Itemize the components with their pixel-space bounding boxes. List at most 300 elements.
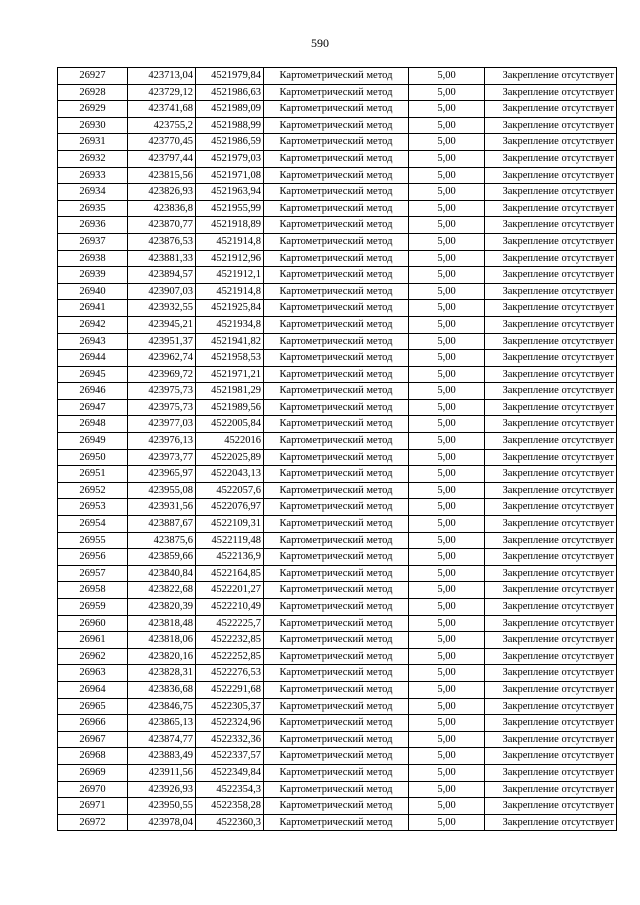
fixation-cell: Закрепление отсутствует <box>485 715 617 732</box>
y-coordinate-cell: 4521979,03 <box>196 150 264 167</box>
table-row <box>58 101 617 118</box>
error-value-cell: 5,00 <box>409 350 485 367</box>
error-value-cell: 5,00 <box>409 698 485 715</box>
table-row <box>58 599 617 616</box>
table-row <box>58 532 617 549</box>
fixation-cell: Закрепление отсутствует <box>485 698 617 715</box>
y-coordinate-cell: 4521986,63 <box>196 84 264 101</box>
fixation-cell: Закрепление отсутствует <box>485 184 617 201</box>
x-coordinate-cell: 423875,6 <box>128 532 196 549</box>
table-row <box>58 350 617 367</box>
error-value-cell: 5,00 <box>409 814 485 831</box>
y-coordinate-cell: 4521989,09 <box>196 101 264 118</box>
point-number-cell: 26967 <box>58 731 128 748</box>
point-number-cell: 26960 <box>58 615 128 632</box>
point-number-cell: 26958 <box>58 582 128 599</box>
method-cell: Картометрический метод <box>264 648 409 665</box>
fixation-cell: Закрепление отсутствует <box>485 416 617 433</box>
error-value-cell: 5,00 <box>409 117 485 134</box>
x-coordinate-cell: 423932,55 <box>128 300 196 317</box>
method-cell: Картометрический метод <box>264 764 409 781</box>
table-row <box>58 632 617 649</box>
x-coordinate-cell: 423978,04 <box>128 814 196 831</box>
table-row <box>58 68 617 85</box>
fixation-cell: Закрепление отсутствует <box>485 582 617 599</box>
fixation-cell: Закрепление отсутствует <box>485 814 617 831</box>
method-cell: Картометрический метод <box>264 698 409 715</box>
error-value-cell: 5,00 <box>409 250 485 267</box>
error-value-cell: 5,00 <box>409 632 485 649</box>
x-coordinate-cell: 423962,74 <box>128 350 196 367</box>
method-cell: Картометрический метод <box>264 665 409 682</box>
x-coordinate-cell: 423894,57 <box>128 267 196 284</box>
error-value-cell: 5,00 <box>409 681 485 698</box>
x-coordinate-cell: 423797,44 <box>128 150 196 167</box>
method-cell: Картометрический метод <box>264 68 409 85</box>
point-number-cell: 26963 <box>58 665 128 682</box>
point-number-cell: 26953 <box>58 499 128 516</box>
fixation-cell: Закрепление отсутствует <box>485 383 617 400</box>
fixation-cell: Закрепление отсутствует <box>485 366 617 383</box>
fixation-cell: Закрепление отсутствует <box>485 101 617 118</box>
fixation-cell: Закрепление отсутствует <box>485 200 617 217</box>
fixation-cell: Закрепление отсутствует <box>485 84 617 101</box>
x-coordinate-cell: 423820,16 <box>128 648 196 665</box>
y-coordinate-cell: 4521955,99 <box>196 200 264 217</box>
x-coordinate-cell: 423975,73 <box>128 399 196 416</box>
x-coordinate-cell: 423911,56 <box>128 764 196 781</box>
y-coordinate-cell: 4522109,31 <box>196 516 264 533</box>
point-number-cell: 26965 <box>58 698 128 715</box>
x-coordinate-cell: 423770,45 <box>128 134 196 151</box>
method-cell: Картометрический метод <box>264 582 409 599</box>
x-coordinate-cell: 423874,77 <box>128 731 196 748</box>
method-cell: Картометрический метод <box>264 565 409 582</box>
table-row <box>58 433 617 450</box>
method-cell: Картометрический метод <box>264 217 409 234</box>
fixation-cell: Закрепление отсутствует <box>485 68 617 85</box>
error-value-cell: 5,00 <box>409 399 485 416</box>
y-coordinate-cell: 4521981,29 <box>196 383 264 400</box>
fixation-cell: Закрепление отсутствует <box>485 167 617 184</box>
y-coordinate-cell: 4521914,8 <box>196 233 264 250</box>
method-cell: Картометрический метод <box>264 101 409 118</box>
y-coordinate-cell: 4521912,96 <box>196 250 264 267</box>
fixation-cell: Закрепление отсутствует <box>485 433 617 450</box>
y-coordinate-cell: 4522225,7 <box>196 615 264 632</box>
x-coordinate-cell: 423945,21 <box>128 316 196 333</box>
table-row <box>58 267 617 284</box>
method-cell: Картометрический метод <box>264 167 409 184</box>
y-coordinate-cell: 4522025,89 <box>196 449 264 466</box>
error-value-cell: 5,00 <box>409 167 485 184</box>
point-number-cell: 26939 <box>58 267 128 284</box>
point-number-cell: 26932 <box>58 150 128 167</box>
point-number-cell: 26945 <box>58 366 128 383</box>
x-coordinate-cell: 423836,8 <box>128 200 196 217</box>
method-cell: Картометрический метод <box>264 499 409 516</box>
point-number-cell: 26972 <box>58 814 128 831</box>
error-value-cell: 5,00 <box>409 482 485 499</box>
error-value-cell: 5,00 <box>409 84 485 101</box>
method-cell: Картометрический метод <box>264 184 409 201</box>
table-row <box>58 781 617 798</box>
table-row <box>58 449 617 466</box>
fixation-cell: Закрепление отсутствует <box>485 798 617 815</box>
point-number-cell: 26936 <box>58 217 128 234</box>
fixation-cell: Закрепление отсутствует <box>485 449 617 466</box>
y-coordinate-cell: 4522324,96 <box>196 715 264 732</box>
point-number-cell: 26935 <box>58 200 128 217</box>
error-value-cell: 5,00 <box>409 150 485 167</box>
point-number-cell: 26954 <box>58 516 128 533</box>
method-cell: Картометрический метод <box>264 399 409 416</box>
table-row <box>58 383 617 400</box>
table-row <box>58 466 617 483</box>
point-number-cell: 26971 <box>58 798 128 815</box>
table-row <box>58 549 617 566</box>
point-number-cell: 26942 <box>58 316 128 333</box>
point-number-cell: 26938 <box>58 250 128 267</box>
x-coordinate-cell: 423973,77 <box>128 449 196 466</box>
fixation-cell: Закрепление отсутствует <box>485 300 617 317</box>
fixation-cell: Закрепление отсутствует <box>485 748 617 765</box>
table-row <box>58 399 617 416</box>
x-coordinate-cell: 423820,39 <box>128 599 196 616</box>
point-number-cell: 26957 <box>58 565 128 582</box>
method-cell: Картометрический метод <box>264 84 409 101</box>
point-number-cell: 26969 <box>58 764 128 781</box>
y-coordinate-cell: 4521934,8 <box>196 316 264 333</box>
error-value-cell: 5,00 <box>409 233 485 250</box>
x-coordinate-cell: 423976,13 <box>128 433 196 450</box>
error-value-cell: 5,00 <box>409 416 485 433</box>
fixation-cell: Закрепление отсутствует <box>485 482 617 499</box>
point-number-cell: 26930 <box>58 117 128 134</box>
error-value-cell: 5,00 <box>409 333 485 350</box>
table-row <box>58 715 617 732</box>
method-cell: Картометрический метод <box>264 615 409 632</box>
method-cell: Картометрический метод <box>264 250 409 267</box>
error-value-cell: 5,00 <box>409 532 485 549</box>
fixation-cell: Закрепление отсутствует <box>485 681 617 698</box>
y-coordinate-cell: 4522210,49 <box>196 599 264 616</box>
fixation-cell: Закрепление отсутствует <box>485 267 617 284</box>
point-number-cell: 26937 <box>58 233 128 250</box>
x-coordinate-cell: 423951,37 <box>128 333 196 350</box>
method-cell: Картометрический метод <box>264 731 409 748</box>
error-value-cell: 5,00 <box>409 615 485 632</box>
table-row <box>58 482 617 499</box>
error-value-cell: 5,00 <box>409 449 485 466</box>
y-coordinate-cell: 4522358,28 <box>196 798 264 815</box>
point-number-cell: 26961 <box>58 632 128 649</box>
point-number-cell: 26950 <box>58 449 128 466</box>
table-row <box>58 731 617 748</box>
method-cell: Картометрический метод <box>264 283 409 300</box>
y-coordinate-cell: 4522043,13 <box>196 466 264 483</box>
x-coordinate-cell: 423859,66 <box>128 549 196 566</box>
y-coordinate-cell: 4522337,57 <box>196 748 264 765</box>
fixation-cell: Закрепление отсутствует <box>485 731 617 748</box>
method-cell: Картометрический метод <box>264 599 409 616</box>
method-cell: Картометрический метод <box>264 814 409 831</box>
error-value-cell: 5,00 <box>409 200 485 217</box>
x-coordinate-cell: 423876,53 <box>128 233 196 250</box>
x-coordinate-cell: 423883,49 <box>128 748 196 765</box>
point-number-cell: 26940 <box>58 283 128 300</box>
x-coordinate-cell: 423955,08 <box>128 482 196 499</box>
error-value-cell: 5,00 <box>409 433 485 450</box>
y-coordinate-cell: 4521971,21 <box>196 366 264 383</box>
error-value-cell: 5,00 <box>409 764 485 781</box>
fixation-cell: Закрепление отсутствует <box>485 615 617 632</box>
table-row <box>58 200 617 217</box>
point-number-cell: 26944 <box>58 350 128 367</box>
fixation-cell: Закрепление отсутствует <box>485 764 617 781</box>
method-cell: Картометрический метод <box>264 316 409 333</box>
y-coordinate-cell: 4522076,97 <box>196 499 264 516</box>
x-coordinate-cell: 423887,67 <box>128 516 196 533</box>
table-row <box>58 233 617 250</box>
x-coordinate-cell: 423926,93 <box>128 781 196 798</box>
fixation-cell: Закрепление отсутствует <box>485 565 617 582</box>
y-coordinate-cell: 4522201,27 <box>196 582 264 599</box>
error-value-cell: 5,00 <box>409 499 485 516</box>
fixation-cell: Закрепление отсутствует <box>485 549 617 566</box>
fixation-cell: Закрепление отсутствует <box>485 781 617 798</box>
error-value-cell: 5,00 <box>409 68 485 85</box>
x-coordinate-cell: 423907,03 <box>128 283 196 300</box>
method-cell: Картометрический метод <box>264 366 409 383</box>
x-coordinate-cell: 423977,03 <box>128 416 196 433</box>
fixation-cell: Закрепление отсутствует <box>485 466 617 483</box>
error-value-cell: 5,00 <box>409 748 485 765</box>
y-coordinate-cell: 4521941,82 <box>196 333 264 350</box>
method-cell: Картометрический метод <box>264 333 409 350</box>
y-coordinate-cell: 4521963,94 <box>196 184 264 201</box>
error-value-cell: 5,00 <box>409 316 485 333</box>
x-coordinate-cell: 423818,48 <box>128 615 196 632</box>
point-number-cell: 26947 <box>58 399 128 416</box>
x-coordinate-cell: 423969,72 <box>128 366 196 383</box>
method-cell: Картометрический метод <box>264 150 409 167</box>
x-coordinate-cell: 423755,2 <box>128 117 196 134</box>
error-value-cell: 5,00 <box>409 300 485 317</box>
method-cell: Картометрический метод <box>264 482 409 499</box>
point-number-cell: 26968 <box>58 748 128 765</box>
error-value-cell: 5,00 <box>409 731 485 748</box>
table-row <box>58 316 617 333</box>
error-value-cell: 5,00 <box>409 184 485 201</box>
table-row <box>58 184 617 201</box>
point-number-cell: 26948 <box>58 416 128 433</box>
table-row <box>58 648 617 665</box>
table-row <box>58 283 617 300</box>
point-number-cell: 26943 <box>58 333 128 350</box>
y-coordinate-cell: 4522360,3 <box>196 814 264 831</box>
y-coordinate-cell: 4522276,53 <box>196 665 264 682</box>
error-value-cell: 5,00 <box>409 466 485 483</box>
error-value-cell: 5,00 <box>409 283 485 300</box>
point-number-cell: 26959 <box>58 599 128 616</box>
x-coordinate-cell: 423840,84 <box>128 565 196 582</box>
table-row <box>58 300 617 317</box>
y-coordinate-cell: 4522232,85 <box>196 632 264 649</box>
y-coordinate-cell: 4522136,9 <box>196 549 264 566</box>
table-row <box>58 117 617 134</box>
table-row <box>58 150 617 167</box>
fixation-cell: Закрепление отсутствует <box>485 150 617 167</box>
x-coordinate-cell: 423870,77 <box>128 217 196 234</box>
point-number-cell: 26970 <box>58 781 128 798</box>
x-coordinate-cell: 423818,06 <box>128 632 196 649</box>
method-cell: Картометрический метод <box>264 632 409 649</box>
fixation-cell: Закрепление отсутствует <box>485 283 617 300</box>
point-number-cell: 26929 <box>58 101 128 118</box>
x-coordinate-cell: 423713,04 <box>128 68 196 85</box>
x-coordinate-cell: 423826,93 <box>128 184 196 201</box>
point-number-cell: 26934 <box>58 184 128 201</box>
y-coordinate-cell: 4521971,08 <box>196 167 264 184</box>
x-coordinate-cell: 423815,56 <box>128 167 196 184</box>
error-value-cell: 5,00 <box>409 383 485 400</box>
table-row <box>58 416 617 433</box>
method-cell: Картометрический метод <box>264 681 409 698</box>
method-cell: Картометрический метод <box>264 516 409 533</box>
error-value-cell: 5,00 <box>409 715 485 732</box>
method-cell: Картометрический метод <box>264 715 409 732</box>
method-cell: Картометрический метод <box>264 433 409 450</box>
y-coordinate-cell: 4522164,85 <box>196 565 264 582</box>
point-number-cell: 26955 <box>58 532 128 549</box>
error-value-cell: 5,00 <box>409 516 485 533</box>
fixation-cell: Закрепление отсутствует <box>485 217 617 234</box>
fixation-cell: Закрепление отсутствует <box>485 316 617 333</box>
table-row <box>58 764 617 781</box>
error-value-cell: 5,00 <box>409 134 485 151</box>
method-cell: Картометрический метод <box>264 117 409 134</box>
error-value-cell: 5,00 <box>409 582 485 599</box>
fixation-cell: Закрепление отсутствует <box>485 499 617 516</box>
y-coordinate-cell: 4521925,84 <box>196 300 264 317</box>
x-coordinate-cell: 423828,31 <box>128 665 196 682</box>
y-coordinate-cell: 4521979,84 <box>196 68 264 85</box>
error-value-cell: 5,00 <box>409 599 485 616</box>
fixation-cell: Закрепление отсутствует <box>485 632 617 649</box>
error-value-cell: 5,00 <box>409 781 485 798</box>
y-coordinate-cell: 4522305,37 <box>196 698 264 715</box>
y-coordinate-cell: 4521918,89 <box>196 217 264 234</box>
error-value-cell: 5,00 <box>409 217 485 234</box>
method-cell: Картометрический метод <box>264 416 409 433</box>
y-coordinate-cell: 4522354,3 <box>196 781 264 798</box>
x-coordinate-cell: 423729,12 <box>128 84 196 101</box>
table-row <box>58 748 617 765</box>
x-coordinate-cell: 423741,68 <box>128 101 196 118</box>
table-row <box>58 681 617 698</box>
fixation-cell: Закрепление отсутствует <box>485 532 617 549</box>
x-coordinate-cell: 423965,97 <box>128 466 196 483</box>
method-cell: Картометрический метод <box>264 798 409 815</box>
error-value-cell: 5,00 <box>409 101 485 118</box>
table-row <box>58 516 617 533</box>
table-body <box>58 68 617 831</box>
method-cell: Картометрический метод <box>264 549 409 566</box>
fixation-cell: Закрепление отсутствует <box>485 117 617 134</box>
point-number-cell: 26941 <box>58 300 128 317</box>
fixation-cell: Закрепление отсутствует <box>485 599 617 616</box>
fixation-cell: Закрепление отсутствует <box>485 134 617 151</box>
point-number-cell: 26962 <box>58 648 128 665</box>
x-coordinate-cell: 423881,33 <box>128 250 196 267</box>
point-number-cell: 26927 <box>58 68 128 85</box>
error-value-cell: 5,00 <box>409 665 485 682</box>
table-row <box>58 698 617 715</box>
y-coordinate-cell: 4522119,48 <box>196 532 264 549</box>
x-coordinate-cell: 423822,68 <box>128 582 196 599</box>
error-value-cell: 5,00 <box>409 366 485 383</box>
table-row <box>58 250 617 267</box>
y-coordinate-cell: 4521912,1 <box>196 267 264 284</box>
method-cell: Картометрический метод <box>264 350 409 367</box>
fixation-cell: Закрепление отсутствует <box>485 665 617 682</box>
table-row <box>58 814 617 831</box>
point-number-cell: 26966 <box>58 715 128 732</box>
table-row <box>58 565 617 582</box>
point-number-cell: 26933 <box>58 167 128 184</box>
y-coordinate-cell: 4522349,84 <box>196 764 264 781</box>
method-cell: Картометрический метод <box>264 233 409 250</box>
error-value-cell: 5,00 <box>409 798 485 815</box>
x-coordinate-cell: 423950,55 <box>128 798 196 815</box>
coordinates-table <box>57 67 617 831</box>
table-row <box>58 366 617 383</box>
y-coordinate-cell: 4522005,84 <box>196 416 264 433</box>
table-row <box>58 167 617 184</box>
table-row <box>58 134 617 151</box>
x-coordinate-cell: 423846,75 <box>128 698 196 715</box>
fixation-cell: Закрепление отсутствует <box>485 233 617 250</box>
y-coordinate-cell: 4522057,6 <box>196 482 264 499</box>
fixation-cell: Закрепление отсутствует <box>485 350 617 367</box>
x-coordinate-cell: 423836,68 <box>128 681 196 698</box>
y-coordinate-cell: 4521988,99 <box>196 117 264 134</box>
table-row <box>58 499 617 516</box>
error-value-cell: 5,00 <box>409 267 485 284</box>
method-cell: Картометрический метод <box>264 781 409 798</box>
error-value-cell: 5,00 <box>409 648 485 665</box>
method-cell: Картометрический метод <box>264 449 409 466</box>
table-row <box>58 333 617 350</box>
point-number-cell: 26949 <box>58 433 128 450</box>
table-row <box>58 798 617 815</box>
error-value-cell: 5,00 <box>409 565 485 582</box>
fixation-cell: Закрепление отсутствует <box>485 250 617 267</box>
method-cell: Картометрический метод <box>264 383 409 400</box>
point-number-cell: 26964 <box>58 681 128 698</box>
y-coordinate-cell: 4521986,59 <box>196 134 264 151</box>
y-coordinate-cell: 4522291,68 <box>196 681 264 698</box>
fixation-cell: Закрепление отсутствует <box>485 399 617 416</box>
x-coordinate-cell: 423865,13 <box>128 715 196 732</box>
y-coordinate-cell: 4521914,8 <box>196 283 264 300</box>
method-cell: Картометрический метод <box>264 134 409 151</box>
y-coordinate-cell: 4522332,36 <box>196 731 264 748</box>
point-number-cell: 26951 <box>58 466 128 483</box>
point-number-cell: 26928 <box>58 84 128 101</box>
table-row <box>58 217 617 234</box>
